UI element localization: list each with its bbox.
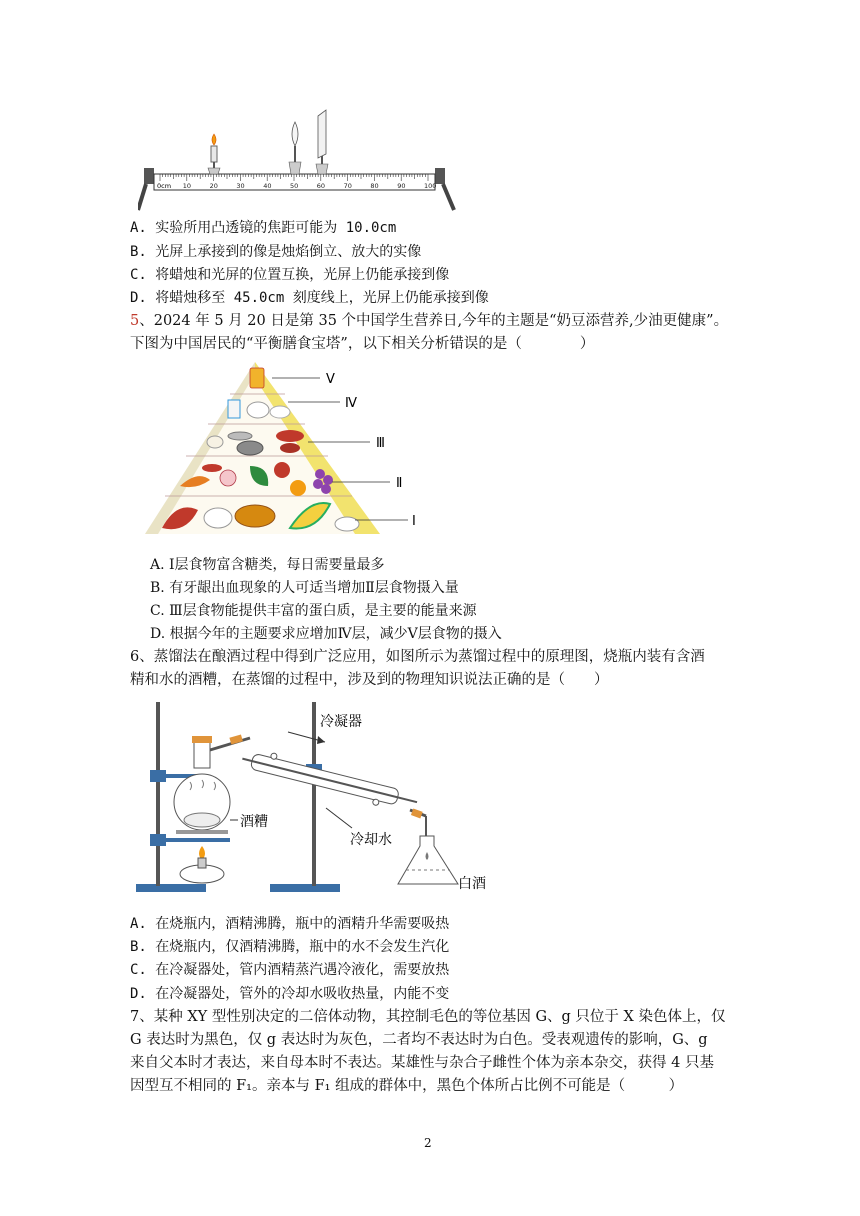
ruler-unit-label: 0cm	[157, 182, 172, 190]
pyramid-label-i: Ⅰ	[412, 514, 416, 529]
q4-option-a: A. 实验所用凸透镜的焦距可能为 10.0cm	[130, 220, 397, 236]
q6-option-a: A. 在烧瓶内，酒精沸腾，瓶中的酒精升华需要吸热	[130, 916, 450, 932]
distillation-figure	[130, 698, 510, 898]
q7-stem-line3: 来自父本时才表达，来自母本时不表达。某雄性与杂合子雌性个体为亲本杂交，获得 4 只基	[130, 1055, 714, 1071]
q4-option-b: B. 光屏上承接到的像是烛焰倒立、放大的实像	[130, 244, 422, 260]
q4-option-d: D. 将蜡烛移至 45.0cm 刻度线上，光屏上仍能承接到像	[130, 290, 489, 306]
q6-option-d: D. 在冷凝器处，管外的冷却水吸收热量，内能不变	[130, 986, 450, 1002]
ruler-tick-label: 60	[316, 182, 326, 190]
liquor-label: 白酒	[458, 876, 486, 892]
food-pyramid-figure	[140, 358, 440, 540]
q5-stem-line2: 下图为中国居民的“平衡膳食宝塔”，以下相关分析错误的是（ ）	[130, 336, 595, 352]
cooling-water-label: 冷却水	[350, 832, 392, 848]
ruler-tick-label: 50	[290, 182, 299, 190]
pyramid-label-v: Ⅴ	[326, 372, 335, 387]
ruler-tick-label: 80	[370, 182, 379, 190]
q7-stem-line4: 因型互不相同的 F₁。亲本与 F₁ 组成的群体中，黑色个体所占比例不可能是（ ）	[130, 1078, 684, 1094]
page-number: 2	[424, 1136, 432, 1150]
ruler-tick-label: 10	[182, 182, 192, 190]
q5-stem-text1: 、2024 年 5 月 20 日是第 35 个中国学生营养日,今年的主题是“奶豆添营养,少油更健康”。	[139, 313, 729, 329]
q5-option-d: D. 根据今年的主题要求应增加Ⅳ层，减少Ⅴ层食物的摄入	[150, 626, 502, 642]
q4-option-c: C. 将蜡烛和光屏的位置互换，光屏上仍能承接到像	[130, 267, 450, 283]
q6-stem-line1: 6、蒸馏法在酿酒过程中得到广泛应用，如图所示为蒸馏过程中的原理图，烧瓶内装有含酒	[130, 649, 705, 665]
ruler-tick-label: 70	[343, 182, 352, 190]
pyramid-label-iv: Ⅳ	[345, 396, 357, 411]
q5-stem-line1	[130, 311, 728, 331]
q5-option-b: B. 有牙龈出血现象的人可适当增加Ⅱ层食物摄入量	[150, 580, 459, 596]
optical-bench-figure	[138, 104, 463, 214]
ruler-tick-label: 40	[263, 182, 272, 190]
q5-option-c: C. Ⅲ层食物能提供丰富的蛋白质，是主要的能量来源	[150, 603, 477, 619]
q6-option-c: C. 在冷凝器处，管内酒精蒸汽遇冷液化，需要放热	[130, 962, 450, 978]
q7-stem-line1: 7、某种 XY 型性别决定的二倍体动物，其控制毛色的等位基因 G、g 只位于 X 染色体上，仅	[130, 1009, 726, 1025]
q7-stem-line2: G 表达时为黑色，仅 g 表达时为灰色，二者均不表达时为白色。受表观遗传的影响，G、g	[130, 1032, 708, 1048]
ruler-tick-label: 30	[236, 182, 245, 190]
q5-option-a: A. Ⅰ层食物富含糖类，每日需要量最多	[150, 557, 385, 573]
ruler-tick-label: 90	[397, 182, 406, 190]
q5-number: 5	[130, 313, 140, 329]
condenser-label: 冷凝器	[320, 714, 362, 730]
pyramid-label-iii: Ⅲ	[376, 436, 385, 451]
q6-option-b: B. 在烧瓶内，仅酒精沸腾，瓶中的水不会发生汽化	[130, 939, 450, 955]
q6-stem-line2: 精和水的酒糟，在蒸馏的过程中，涉及到的物理知识说法正确的是（ ）	[130, 672, 609, 688]
pyramid-label-ii: Ⅱ	[396, 476, 403, 491]
ruler-tick-label: 100	[424, 182, 437, 190]
mash-label: 酒糟	[240, 814, 268, 830]
ruler-tick-label: 20	[209, 182, 218, 190]
